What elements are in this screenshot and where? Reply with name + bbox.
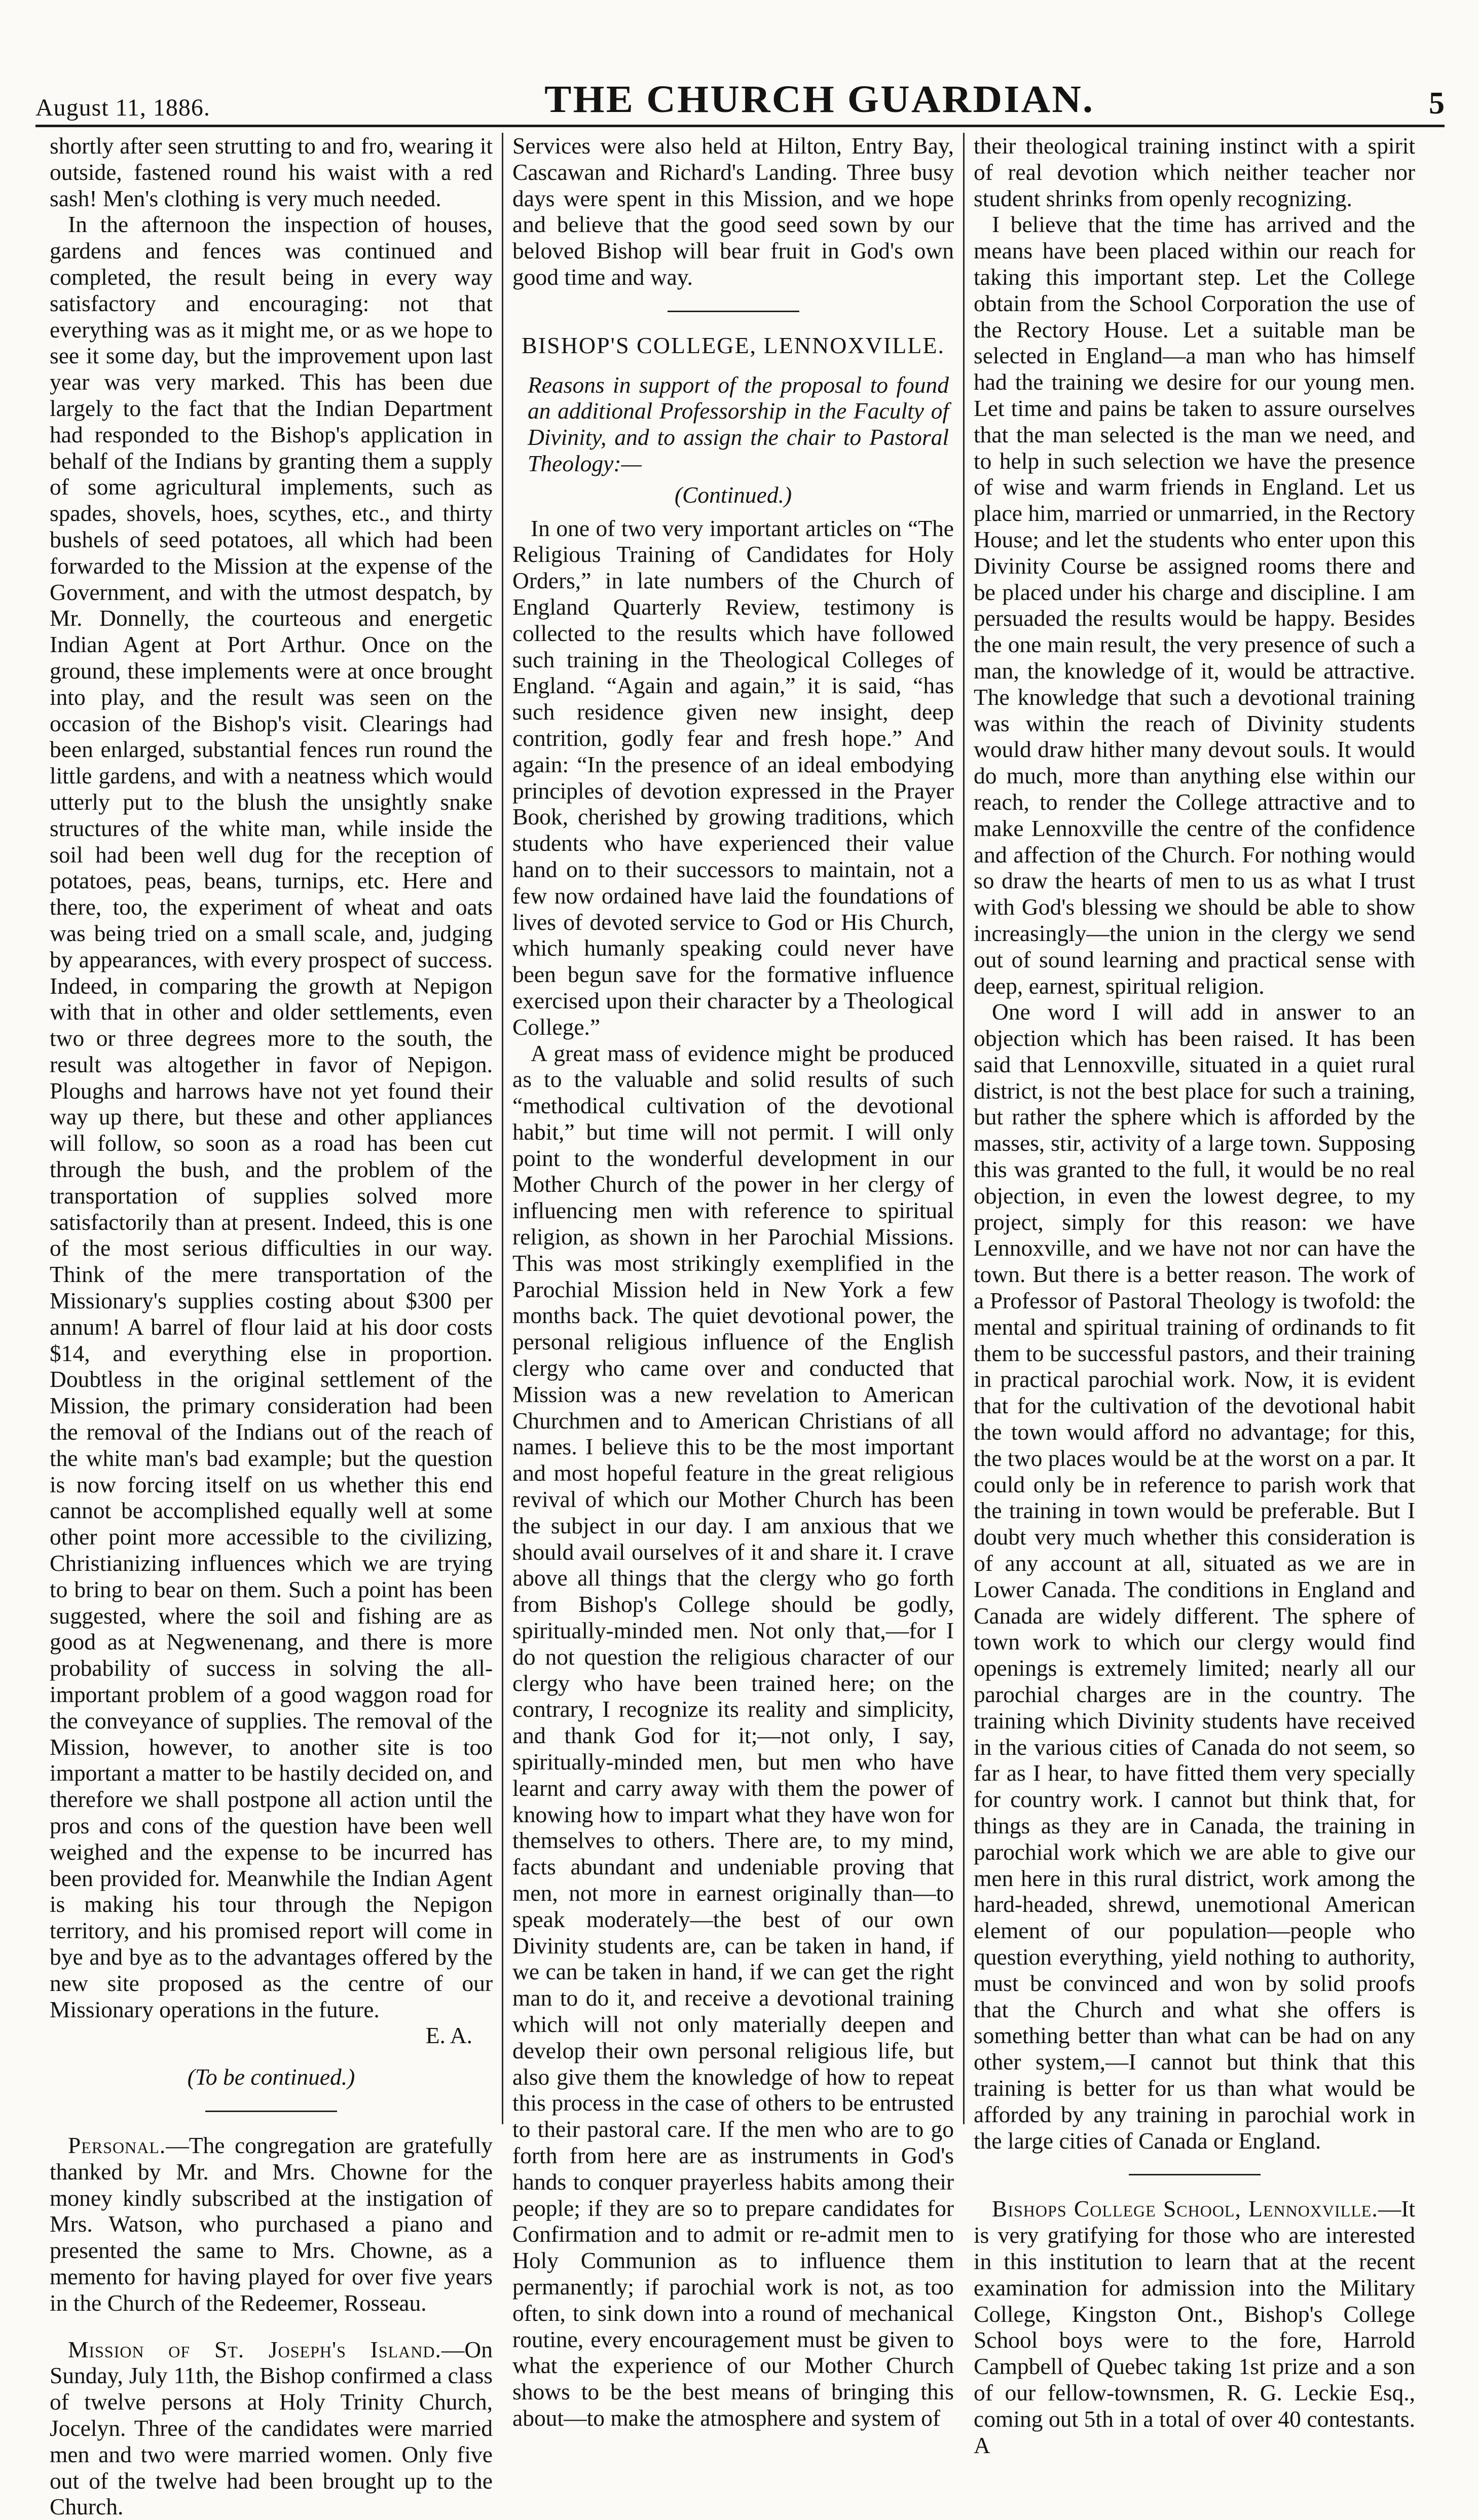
mission-text: —On Sunday, July 11th, the Bishop confirmed a class of twelve persons at Holy Trinity Church, Jocelyn. Three of the candidates were married men and two were married women. Only five out of the twelve had been brought up to the Church.: [50, 2336, 493, 2520]
school-text: —It is very gratifying for those who are interested in this institution to learn that at the recent examination for admission into the Military College, Kingston Ont., Bishop's College School boys were to the fore, Harrold Campbell of Quebec taking 1st prize and a son of our fellow-townsmen, R. G. Leckie Esq., coming out 5th in a total of over 40 contestants. A: [974, 2196, 1415, 2458]
column-2: [502, 133, 963, 2431]
col2-paragraph-1: Services were also held at Hilton, Entry Bay, Cascawan and Richard's Landing. Three busy days were spent in this Mission, and we hope and believe that the good seed sown by our beloved Bishop will bear fruit in God's own good time and way.: [512, 133, 954, 290]
masthead-rule: [35, 125, 1445, 127]
mission-notice: [50, 2337, 493, 2520]
continued-label: (Continued.): [674, 481, 792, 508]
school-label: Bishops College School, Lennoxville.: [992, 2196, 1378, 2222]
article-heading: BISHOP'S COLLEGE, LENNOXVILLE.: [522, 332, 945, 358]
to-be-continued: (To be continued.): [187, 2064, 355, 2090]
section-divider: [205, 2111, 337, 2112]
col1-paragraph-1: shortly after seen strutting to and fro, wearing it outside, fastened round his waist with a red sash! Men's clothing is very much needed.: [50, 133, 493, 211]
column-3: [963, 133, 1424, 2458]
col3-paragraph-1: their theological training instinct with a spirit of real devotion which neither teacher nor student shrinks from openly recognizing.: [974, 133, 1415, 211]
column-1: [41, 133, 502, 2520]
section-divider-3: [1129, 2174, 1261, 2175]
section-divider-2: [668, 311, 799, 312]
article-subheading: Reasons in support of the proposal to found an additional Professorship in the Faculty of Divinity, and to assign the chair to Pastoral Theology:—: [528, 371, 949, 476]
page-number: 5: [1429, 86, 1445, 121]
personal-label: Personal.: [68, 2132, 166, 2158]
newspaper-title: THE CHURCH GUARDIAN.: [544, 78, 1095, 121]
masthead: [35, 76, 1445, 122]
col1-paragraph-2: In the afternoon the inspection of houses, gardens and fences was continued and completed, the result being in every way satisfactory and encouraging: not that everything was as it might me, or as we hope to see it some day, but the improvement upon last year was very marked. This has been due largely to the fact that the Indian Department had responded to the Bishop's application in behalf of the Indians by granting them a supply of some agricultural implements, such as spades, shovels, hoes, scythes, etc., and thirty bushels of seed potatoes, all which had been forwarded to the Mission at the expense of the Government, and with the utmost despatch, by Mr. Donnelly, the courteous and energetic Indian Agent at Port Arthur. Once on the ground, these implements were at once brought into play, and the result was seen on the occasion of the Bishop's visit. Clearings had been enlarged, substantial fences run round the little gardens, and with a neatness which would utterly put to the blush the unsightly snake structures of the white man, while inside the soil had been well dug for the reception of potatoes, peas, beans, turnips, etc. Here and there, too, the experiment of wheat and oats was being tried on a small scale, and, judging by appearances, with every prospect of success. Indeed, in comparing the growth at Nepigon with that in other and older settlements, even two or three degrees more to the south, the result was altogether in favor of Nepigon. Ploughs and harrows have not yet found their way up there, but these and other appliances will follow, so soon as a road has been cut through the bush, and the problem of the transportation of supplies solved more satisfactorily than at present. Indeed, this is one of the most serious difficulties in our way. Think of the mere transportation of the Missionary's supplies costing about $300 per annum! A barrel of flour laid at his door costs $14, and everything else in proportion. Doubtless in the original settlement of the Mission, the primary consideration had been the removal of the Indians out of the reach of the white man's bad example; but the question is now forcing itself on us whether this end cannot be accomplished equally well at some other point more accessible to the civilizing, Christianizing influences which we are trying to bring to bear on them. Such a point has been suggested, where the soil and fishing are as good as at Negwenenang, and there is more probability of success in solving the all-important problem of a good waggon road for the conveyance of supplies. The removal of the Mission, however, to another site is too important a matter to be hastily decided on, and therefore we shall postpone all action until the pros and cons of the question have been well weighed and the expense to be incurred has been provided for. Meanwhile the Indian Agent is making his tour through the Nepigon territory, and his promised report will come in bye and bye as to the advantages offered by the new site proposed as the centre of our Missionary operations in the future.: [50, 211, 493, 2022]
col2-paragraph-2: In one of two very important articles on “The Religious Training of Candidates for Holy Orders,” in late numbers of the Church of England Quarterly Review, testimony is collected to the results which have followed such training in the Theological Colleges of England. “Again and again,” it is said, “has such residence given new insight, deep contrition, godly fear and fresh hope.” And again: “In the presence of an ideal embodying principles of devotion expressed in the Prayer Book, cherished by growing traditions, which students who have experienced their value hand on to their successors to maintain, not a few now ordained have laid the foundations of lives of devoted service to God or His Church, which humanly speaking could never have been begun save for the formative influence exercised upon their character by a Theological College.”: [512, 515, 954, 1040]
issue-date: August 11, 1886.: [35, 94, 210, 121]
col3-paragraph-2: I believe that the time has arrived and the means have been placed within our reach for taking this important step. Let the College obtain from the School Corporation the use of the Rectory House. Let a suitable man be selected in England—a man who has himself had the training we desire for our young men. Let time and pains be taken to assure ourselves that the man selected is the man we need, and to help in such selection we have the presence of wise and warm friends in England. Let us place him, married or unmarried, in the Rectory House; and let the students who enter upon this Divinity Course be assigned rooms there and be placed under his charge and discipline. I am persuaded the results would be happy. Besides the one main result, the very presence of such a man, the knowledge of it, would be attractive. The knowledge that such a devotional training was within the reach of Divinity students would draw hither many devout souls. It would do much, more than anything else within our reach, to render the College attractive and to make Lennoxville the centre of the confidence and affection of the Church. For nothing would so draw the hearts of men to us as what I trust with God's blessing we should be able to show increasingly—the union in the clergy we send out of sound learning and practical sense with deep, earnest, spiritual religion.: [974, 211, 1415, 999]
col3-paragraph-3: One word I will add in answer to an objection which has been raised. It has been said that Lennoxville, situated in a quiet rural district, is not the best place for such a training, but rather the sphere which is afforded by the masses, stir, activity of a large town. Supposing this was granted to the full, it would be no real objection, in even the lowest degree, to my project, simply for this reason: we have Lennoxville, and we have not nor can have the town. But there is a better reason. The work of a Professor of Pastoral Theology is twofold: the mental and spiritual training of ordinands to fit them to be successful pastors, and their training in practical parochial work. Now, it is evident that for the cultivation of the devotional habit the town would afford no advantage; for this, the two places would be at the worst on a par. It could only be in reference to parish work that the training in town would be preferable. But I doubt very much whether this consideration is of any account at all, situated as we are in Lower Canada. The conditions in England and Canada are widely different. The sphere of town work to which our clergy would find openings is extremely limited; nearly all our parochial charges are in the country. The training which Divinity students have received in the various cities of Canada do not seem, so far as I hear, to have fitted them very specially for country work. I cannot but think that, for things as they are in Canada, the training in parochial work which we are able to give our men here in this rural district, work among the hard-headed, shrewd, unemotional American element of our population—people who question everything, yield nothing to authority, must be convinced and won by solid proofs that the Church and what she offers is something better than what can be had on any other system,—I cannot but think that this training is better for us than what would be afforded by any training in parochial work in the large cities of Canada or England.: [974, 999, 1415, 2154]
personal-text: —The congregation are gratefully thanked by Mr. and Mrs. Chowne for the money kindly subscribed at the instigation of Mrs. Watson, who purchased a piano and presented the same to Mrs. Chowne, as a memento for having played for over five years in the Church of the Redeemer, Rosseau.: [50, 2132, 493, 2316]
article-columns: [41, 133, 1445, 2520]
article-signature: E. A.: [425, 2022, 472, 2049]
school-notice: [974, 2196, 1415, 2458]
personal-notice: [50, 2132, 493, 2316]
col2-paragraph-3: A great mass of evidence might be produced as to the valuable and solid results of such “methodical cultivation of the devotional habit,” but time will not permit. I will only point to the wonderful development in our Mother Church of the power in her clergy of influencing men with reference to spiritual religion, as shown in her Parochial Missions. This was most strikingly exemplified in the Parochial Mission held in New York a few months back. The quiet devotional power, the personal religious influence of the English clergy who came over and conducted that Mission was a new revelation to American Churchmen and to American Christians of all names. I believe this to be the most important and most hopeful feature in the great religious revival of which our Mother Church has been the subject in our day. I am anxious that we should avail ourselves of it and share it. I crave above all things that the clergy who go forth from Bishop's College should be godly, spiritually-minded men. Not only that,—for I do not question the religious character of our clergy who have been trained here; on the contrary, I recognize its reality and simplicity, and thank God for it;—not only, I say, spiritually-minded men, but men who have learnt and carry away with them the power of knowing how to impart what they have won for themselves to others. There are, to my mind, facts abundant and undeniable proving that men, not more in earnest originally than—to speak moderately—the best of our own Divinity students are, can be taken in hand, if we can be taken in hand, if we can get the right man to do it, and receive a devotional training which will not only materially deepen and develop their own personal religious life, but also give them the knowledge of how to repeat this process in the case of others to be entrusted to their pastoral care. If the men who are to go forth from here are as instruments in God's hands to conquer prayerless habits among their people; if they are so to prepare candidates for Confirmation and to admit or re-admit men to Holy Communion as to influence them permanently; if parochial work is not, as too often, to sink down into a round of mechanical routine, every encouragement must be given to what the experience of our Mother Church shows to be the best means of bringing this about—to make the atmosphere and system of: [512, 1040, 954, 2431]
mission-label: Mission of St. Joseph's Island.: [68, 2336, 441, 2362]
